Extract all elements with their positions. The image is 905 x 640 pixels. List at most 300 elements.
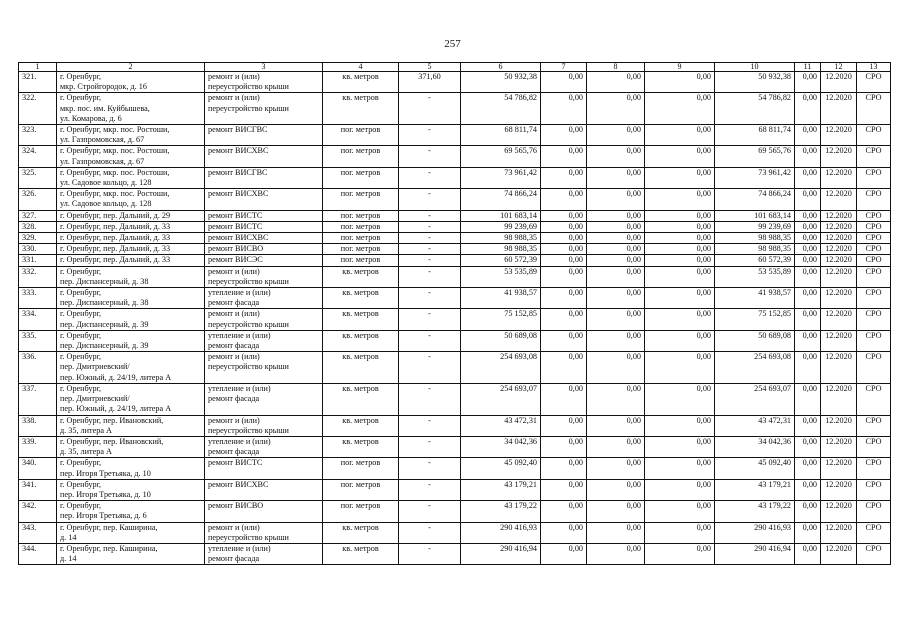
deadline-cell: 12.2020 xyxy=(821,221,857,232)
source-cell: СРО xyxy=(857,330,891,351)
cost-col8-cell: 0,00 xyxy=(587,543,645,564)
address-line: г. Оренбург, пер. Дальний, д. 33 xyxy=(60,255,171,265)
column-header-11: 11 xyxy=(795,63,821,72)
source-cell: СРО xyxy=(857,255,891,266)
cost-col11-cell: 0,00 xyxy=(795,288,821,309)
cost-col7-cell: 0,00 xyxy=(541,330,587,351)
cost-col8-cell: 0,00 xyxy=(587,309,645,330)
quantity-cell: - xyxy=(399,244,461,255)
source-cell: СРО xyxy=(857,72,891,93)
row-number-cell: 328. xyxy=(19,221,57,232)
work-type-line: ремонт ВИСГВС xyxy=(208,167,268,177)
address-cell xyxy=(57,93,205,125)
cost-col7-cell: 0,00 xyxy=(541,221,587,232)
total-cost-cell: 254 693,07 xyxy=(461,383,541,415)
address-line: д. 14 xyxy=(60,554,77,564)
cost-col7-cell: 0,00 xyxy=(541,167,587,188)
cost-col11-cell: 0,00 xyxy=(795,93,821,125)
cost-col10-cell: 53 535,89 xyxy=(715,266,795,287)
table-row xyxy=(19,125,891,146)
quantity-cell: - xyxy=(399,543,461,564)
cost-col10-cell: 99 239,69 xyxy=(715,221,795,232)
quantity-cell: - xyxy=(399,522,461,543)
work-type-cell xyxy=(205,221,323,232)
deadline-cell: 12.2020 xyxy=(821,330,857,351)
address-cell xyxy=(57,383,205,415)
work-type-line: ремонт ВИСХВС xyxy=(208,189,269,199)
address-line: г. Оренбург, xyxy=(60,93,102,103)
column-header-3: 3 xyxy=(205,63,323,72)
cost-col9-cell: 0,00 xyxy=(645,501,715,522)
deadline-cell: 12.2020 xyxy=(821,436,857,457)
cost-col7-cell: 0,00 xyxy=(541,210,587,221)
address-line: г. Оренбург, пер. Ивановский, xyxy=(60,415,164,425)
source-cell: СРО xyxy=(857,458,891,479)
deadline-cell: 12.2020 xyxy=(821,383,857,415)
source-cell: СРО xyxy=(857,522,891,543)
address-cell xyxy=(57,146,205,167)
cost-col9-cell: 0,00 xyxy=(645,244,715,255)
cost-col8-cell: 0,00 xyxy=(587,436,645,457)
cost-col7-cell: 0,00 xyxy=(541,266,587,287)
work-type-line: ремонт ВИСГВС xyxy=(208,125,268,135)
deadline-cell: 12.2020 xyxy=(821,479,857,500)
quantity-cell: - xyxy=(399,352,461,384)
work-type-line: ремонт ВИСХВС xyxy=(208,479,269,489)
deadline-cell: 12.2020 xyxy=(821,146,857,167)
total-cost-cell: 69 565,76 xyxy=(461,146,541,167)
cost-col11-cell: 0,00 xyxy=(795,221,821,232)
address-line: г. Оренбург, xyxy=(60,352,102,362)
table-row xyxy=(19,244,891,255)
cost-col8-cell: 0,00 xyxy=(587,72,645,93)
quantity-cell: - xyxy=(399,266,461,287)
quantity-cell: 371,60 xyxy=(399,72,461,93)
column-header-8: 8 xyxy=(587,63,645,72)
row-number-cell: 341. xyxy=(19,479,57,500)
source-cell: СРО xyxy=(857,146,891,167)
quantity-cell: - xyxy=(399,210,461,221)
column-header-5: 5 xyxy=(399,63,461,72)
cost-col7-cell: 0,00 xyxy=(541,458,587,479)
cost-col8-cell: 0,00 xyxy=(587,479,645,500)
row-number-cell: 321. xyxy=(19,72,57,93)
work-type-line: ремонт и (или) xyxy=(208,72,260,81)
total-cost-cell: 101 683,14 xyxy=(461,210,541,221)
cost-col7-cell: 0,00 xyxy=(541,189,587,210)
source-cell: СРО xyxy=(857,125,891,146)
total-cost-cell: 45 092,40 xyxy=(461,458,541,479)
source-cell: СРО xyxy=(857,501,891,522)
cost-col9-cell: 0,00 xyxy=(645,146,715,167)
column-header-6: 6 xyxy=(461,63,541,72)
cost-col7-cell: 0,00 xyxy=(541,233,587,244)
source-cell: СРО xyxy=(857,436,891,457)
cost-col11-cell: 0,00 xyxy=(795,146,821,167)
address-cell xyxy=(57,266,205,287)
work-type-cell xyxy=(205,479,323,500)
work-type-line: утепление и (или) xyxy=(208,330,271,340)
cost-col8-cell: 0,00 xyxy=(587,93,645,125)
deadline-cell: 12.2020 xyxy=(821,189,857,210)
address-cell xyxy=(57,288,205,309)
source-cell: СРО xyxy=(857,383,891,415)
cost-col11-cell: 0,00 xyxy=(795,501,821,522)
address-line: г. Оренбург, пер. Ивановский, xyxy=(60,436,164,446)
cost-col7-cell: 0,00 xyxy=(541,72,587,93)
cost-col8-cell: 0,00 xyxy=(587,501,645,522)
address-cell xyxy=(57,522,205,543)
cost-col9-cell: 0,00 xyxy=(645,330,715,351)
work-type-cell xyxy=(205,244,323,255)
unit-cell: кв. метров xyxy=(323,288,399,309)
address-line: г. Оренбург, пер. Дальний, д. 33 xyxy=(60,221,171,231)
row-number-cell: 322. xyxy=(19,93,57,125)
work-type-cell xyxy=(205,522,323,543)
unit-cell: пог. метров xyxy=(323,479,399,500)
cost-col9-cell: 0,00 xyxy=(645,93,715,125)
source-cell: СРО xyxy=(857,93,891,125)
address-line: г. Оренбург, мкр. пос. Ростоши, xyxy=(60,189,170,199)
work-type-cell xyxy=(205,352,323,384)
work-type-line: переустройство крыши xyxy=(208,319,289,329)
cost-col11-cell: 0,00 xyxy=(795,255,821,266)
unit-cell: пог. метров xyxy=(323,501,399,522)
cost-col10-cell: 101 683,14 xyxy=(715,210,795,221)
table-row xyxy=(19,167,891,188)
source-cell: СРО xyxy=(857,415,891,436)
table-row xyxy=(19,288,891,309)
table-row xyxy=(19,255,891,266)
work-type-cell xyxy=(205,146,323,167)
quantity-cell: - xyxy=(399,93,461,125)
address-cell xyxy=(57,436,205,457)
unit-cell: пог. метров xyxy=(323,146,399,167)
work-type-cell xyxy=(205,189,323,210)
work-type-line: ремонт ВИСХВС xyxy=(208,146,269,156)
cost-col10-cell: 290 416,93 xyxy=(715,522,795,543)
cost-col9-cell: 0,00 xyxy=(645,167,715,188)
cost-col8-cell: 0,00 xyxy=(587,221,645,232)
address-line: д. 14 xyxy=(60,532,77,542)
source-cell: СРО xyxy=(857,167,891,188)
work-type-line: ремонт ВИСТС xyxy=(208,210,263,220)
address-line: мкр. Стройгородок, д. 16 xyxy=(60,82,147,92)
cost-col10-cell: 73 961,42 xyxy=(715,167,795,188)
cost-col7-cell: 0,00 xyxy=(541,93,587,125)
deadline-cell: 12.2020 xyxy=(821,415,857,436)
deadline-cell: 12.2020 xyxy=(821,266,857,287)
cost-col9-cell: 0,00 xyxy=(645,383,715,415)
cost-col7-cell: 0,00 xyxy=(541,436,587,457)
work-type-line: ремонт и (или) xyxy=(208,352,260,362)
cost-col7-cell: 0,00 xyxy=(541,309,587,330)
total-cost-cell: 43 472,31 xyxy=(461,415,541,436)
address-cell xyxy=(57,189,205,210)
unit-cell: кв. метров xyxy=(323,330,399,351)
total-cost-cell: 53 535,89 xyxy=(461,266,541,287)
work-type-line: ремонт и (или) xyxy=(208,266,260,276)
deadline-cell: 12.2020 xyxy=(821,233,857,244)
address-line: пер. Диспансерный, д. 39 xyxy=(60,341,149,351)
cost-col10-cell: 43 472,31 xyxy=(715,415,795,436)
page-number: 257 xyxy=(444,38,461,50)
address-line: пер. Дмитриевский/ xyxy=(60,362,130,372)
cost-col9-cell: 0,00 xyxy=(645,72,715,93)
source-cell: СРО xyxy=(857,221,891,232)
table-row xyxy=(19,436,891,457)
total-cost-cell: 43 179,22 xyxy=(461,501,541,522)
cost-col10-cell: 50 689,08 xyxy=(715,330,795,351)
address-line: ул. Садовое кольцо, д. 128 xyxy=(60,178,152,188)
source-cell: СРО xyxy=(857,189,891,210)
quantity-cell: - xyxy=(399,436,461,457)
table-body xyxy=(19,72,891,565)
cost-col8-cell: 0,00 xyxy=(587,125,645,146)
cost-col10-cell: 98 988,35 xyxy=(715,233,795,244)
source-cell: СРО xyxy=(857,210,891,221)
table-row xyxy=(19,383,891,415)
row-number-cell: 339. xyxy=(19,436,57,457)
unit-cell: кв. метров xyxy=(323,93,399,125)
column-header-10: 10 xyxy=(715,63,795,72)
address-line: пер. Дмитриевский/ xyxy=(60,394,130,404)
quantity-cell: - xyxy=(399,167,461,188)
total-cost-cell: 54 786,82 xyxy=(461,93,541,125)
cost-col11-cell: 0,00 xyxy=(795,522,821,543)
address-line: д. 35, литера А xyxy=(60,447,112,457)
address-line: пер. Диспансерный, д. 39 xyxy=(60,319,149,329)
total-cost-cell: 98 988,35 xyxy=(461,233,541,244)
unit-cell: пог. метров xyxy=(323,125,399,146)
address-cell xyxy=(57,330,205,351)
unit-cell: пог. метров xyxy=(323,244,399,255)
address-cell xyxy=(57,352,205,384)
work-type-line: переустройство крыши xyxy=(208,425,289,435)
cost-col11-cell: 0,00 xyxy=(795,210,821,221)
table-row xyxy=(19,72,891,93)
deadline-cell: 12.2020 xyxy=(821,309,857,330)
address-line: г. Оренбург, пер. Дальний, д. 33 xyxy=(60,244,171,254)
cost-col11-cell: 0,00 xyxy=(795,479,821,500)
address-cell xyxy=(57,221,205,232)
address-line: ул. Газпромовская, д. 67 xyxy=(60,156,145,166)
unit-cell: кв. метров xyxy=(323,266,399,287)
row-number-cell: 323. xyxy=(19,125,57,146)
work-type-cell xyxy=(205,125,323,146)
work-type-line: ремонт ВИСХВС xyxy=(208,233,269,243)
cost-col9-cell: 0,00 xyxy=(645,415,715,436)
cost-col7-cell: 0,00 xyxy=(541,383,587,415)
cost-col9-cell: 0,00 xyxy=(645,210,715,221)
work-type-cell xyxy=(205,309,323,330)
column-header-13: 13 xyxy=(857,63,891,72)
address-cell xyxy=(57,479,205,500)
quantity-cell: - xyxy=(399,255,461,266)
work-type-line: ремонт ВИСТС xyxy=(208,221,263,231)
work-type-line: ремонт фасада xyxy=(208,554,260,564)
work-type-cell xyxy=(205,383,323,415)
cost-col7-cell: 0,00 xyxy=(541,125,587,146)
source-cell: СРО xyxy=(857,543,891,564)
row-number-cell: 338. xyxy=(19,415,57,436)
cost-col11-cell: 0,00 xyxy=(795,125,821,146)
row-number-cell: 336. xyxy=(19,352,57,384)
column-header-9: 9 xyxy=(645,63,715,72)
cost-col10-cell: 43 179,21 xyxy=(715,479,795,500)
capital-repair-table xyxy=(18,62,891,565)
source-cell: СРО xyxy=(857,233,891,244)
table-row xyxy=(19,415,891,436)
total-cost-cell: 43 179,21 xyxy=(461,479,541,500)
work-type-line: ремонт фасада xyxy=(208,394,260,404)
quantity-cell: - xyxy=(399,458,461,479)
total-cost-cell: 290 416,94 xyxy=(461,543,541,564)
cost-col10-cell: 69 565,76 xyxy=(715,146,795,167)
quantity-cell: - xyxy=(399,288,461,309)
quantity-cell: - xyxy=(399,125,461,146)
unit-cell: кв. метров xyxy=(323,522,399,543)
work-type-cell xyxy=(205,415,323,436)
source-cell: СРО xyxy=(857,244,891,255)
address-line: г. Оренбург, пер. Каширина, xyxy=(60,543,158,553)
deadline-cell: 12.2020 xyxy=(821,543,857,564)
table-row xyxy=(19,352,891,384)
table-row xyxy=(19,210,891,221)
unit-cell: кв. метров xyxy=(323,309,399,330)
work-type-line: переустройство крыши xyxy=(208,362,289,372)
source-cell: СРО xyxy=(857,309,891,330)
quantity-cell: - xyxy=(399,501,461,522)
cost-col9-cell: 0,00 xyxy=(645,266,715,287)
row-number-cell: 326. xyxy=(19,189,57,210)
column-header-12: 12 xyxy=(821,63,857,72)
address-cell xyxy=(57,125,205,146)
table-row xyxy=(19,221,891,232)
table-row xyxy=(19,146,891,167)
table-row xyxy=(19,522,891,543)
address-cell xyxy=(57,309,205,330)
total-cost-cell: 75 152,85 xyxy=(461,309,541,330)
work-type-line: переустройство крыши xyxy=(208,532,289,542)
column-header-1: 1 xyxy=(19,63,57,72)
unit-cell: кв. метров xyxy=(323,415,399,436)
cost-col8-cell: 0,00 xyxy=(587,266,645,287)
cost-col8-cell: 0,00 xyxy=(587,383,645,415)
cost-col9-cell: 0,00 xyxy=(645,543,715,564)
row-number-cell: 330. xyxy=(19,244,57,255)
deadline-cell: 12.2020 xyxy=(821,167,857,188)
work-type-cell xyxy=(205,543,323,564)
address-line: ул. Садовое кольцо, д. 128 xyxy=(60,199,152,209)
cost-col8-cell: 0,00 xyxy=(587,210,645,221)
total-cost-cell: 34 042,36 xyxy=(461,436,541,457)
total-cost-cell: 41 938,57 xyxy=(461,288,541,309)
cost-col10-cell: 98 988,35 xyxy=(715,244,795,255)
source-cell: СРО xyxy=(857,352,891,384)
address-cell xyxy=(57,255,205,266)
cost-col8-cell: 0,00 xyxy=(587,244,645,255)
deadline-cell: 12.2020 xyxy=(821,501,857,522)
cost-col7-cell: 0,00 xyxy=(541,288,587,309)
table-row xyxy=(19,189,891,210)
cost-col8-cell: 0,00 xyxy=(587,352,645,384)
quantity-cell: - xyxy=(399,189,461,210)
cost-col9-cell: 0,00 xyxy=(645,436,715,457)
address-cell xyxy=(57,244,205,255)
quantity-cell: - xyxy=(399,233,461,244)
cost-col10-cell: 34 042,36 xyxy=(715,436,795,457)
unit-cell: пог. метров xyxy=(323,167,399,188)
deadline-cell: 12.2020 xyxy=(821,125,857,146)
unit-cell: пог. метров xyxy=(323,221,399,232)
cost-col7-cell: 0,00 xyxy=(541,522,587,543)
cost-col11-cell: 0,00 xyxy=(795,352,821,384)
address-line: г. Оренбург, xyxy=(60,266,102,276)
cost-col8-cell: 0,00 xyxy=(587,458,645,479)
work-type-cell xyxy=(205,288,323,309)
cost-col9-cell: 0,00 xyxy=(645,352,715,384)
deadline-cell: 12.2020 xyxy=(821,352,857,384)
address-line: г. Оренбург, пер. Каширина, xyxy=(60,522,158,532)
deadline-cell: 12.2020 xyxy=(821,72,857,93)
total-cost-cell: 74 866,24 xyxy=(461,189,541,210)
work-type-line: переустройство крыши xyxy=(208,82,289,92)
cost-col7-cell: 0,00 xyxy=(541,479,587,500)
cost-col11-cell: 0,00 xyxy=(795,189,821,210)
deadline-cell: 12.2020 xyxy=(821,522,857,543)
cost-col10-cell: 41 938,57 xyxy=(715,288,795,309)
row-number-cell: 337. xyxy=(19,383,57,415)
unit-cell: кв. метров xyxy=(323,436,399,457)
work-type-cell xyxy=(205,436,323,457)
cost-col11-cell: 0,00 xyxy=(795,415,821,436)
address-cell xyxy=(57,458,205,479)
work-type-line: утепление и (или) xyxy=(208,288,271,298)
column-header-2: 2 xyxy=(57,63,205,72)
address-line: пер. Диспансерный, д. 38 xyxy=(60,276,149,286)
deadline-cell: 12.2020 xyxy=(821,93,857,125)
unit-cell: пог. метров xyxy=(323,189,399,210)
work-type-line: ремонт фасада xyxy=(208,447,260,457)
address-cell xyxy=(57,167,205,188)
cost-col9-cell: 0,00 xyxy=(645,233,715,244)
address-line: пер. Игоря Третьяка, д. 6 xyxy=(60,511,147,521)
cost-col11-cell: 0,00 xyxy=(795,436,821,457)
cost-col11-cell: 0,00 xyxy=(795,72,821,93)
address-line: ул. Комарова, д. 6 xyxy=(60,113,122,123)
cost-col8-cell: 0,00 xyxy=(587,189,645,210)
address-line: пер. Игоря Третьяка, д. 10 xyxy=(60,468,151,478)
cost-col9-cell: 0,00 xyxy=(645,221,715,232)
cost-col7-cell: 0,00 xyxy=(541,352,587,384)
address-cell xyxy=(57,415,205,436)
unit-cell: пог. метров xyxy=(323,255,399,266)
work-type-cell xyxy=(205,458,323,479)
cost-col9-cell: 0,00 xyxy=(645,458,715,479)
work-type-line: ремонт и (или) xyxy=(208,415,260,425)
unit-cell: пог. метров xyxy=(323,210,399,221)
address-line: г. Оренбург, xyxy=(60,309,102,319)
work-type-line: ремонт и (или) xyxy=(208,93,260,103)
address-cell xyxy=(57,543,205,564)
row-number-cell: 329. xyxy=(19,233,57,244)
cost-col7-cell: 0,00 xyxy=(541,501,587,522)
total-cost-cell: 68 811,74 xyxy=(461,125,541,146)
address-line: пер. Диспансерный, д. 38 xyxy=(60,298,149,308)
row-number-cell: 325. xyxy=(19,167,57,188)
unit-cell: пог. метров xyxy=(323,458,399,479)
